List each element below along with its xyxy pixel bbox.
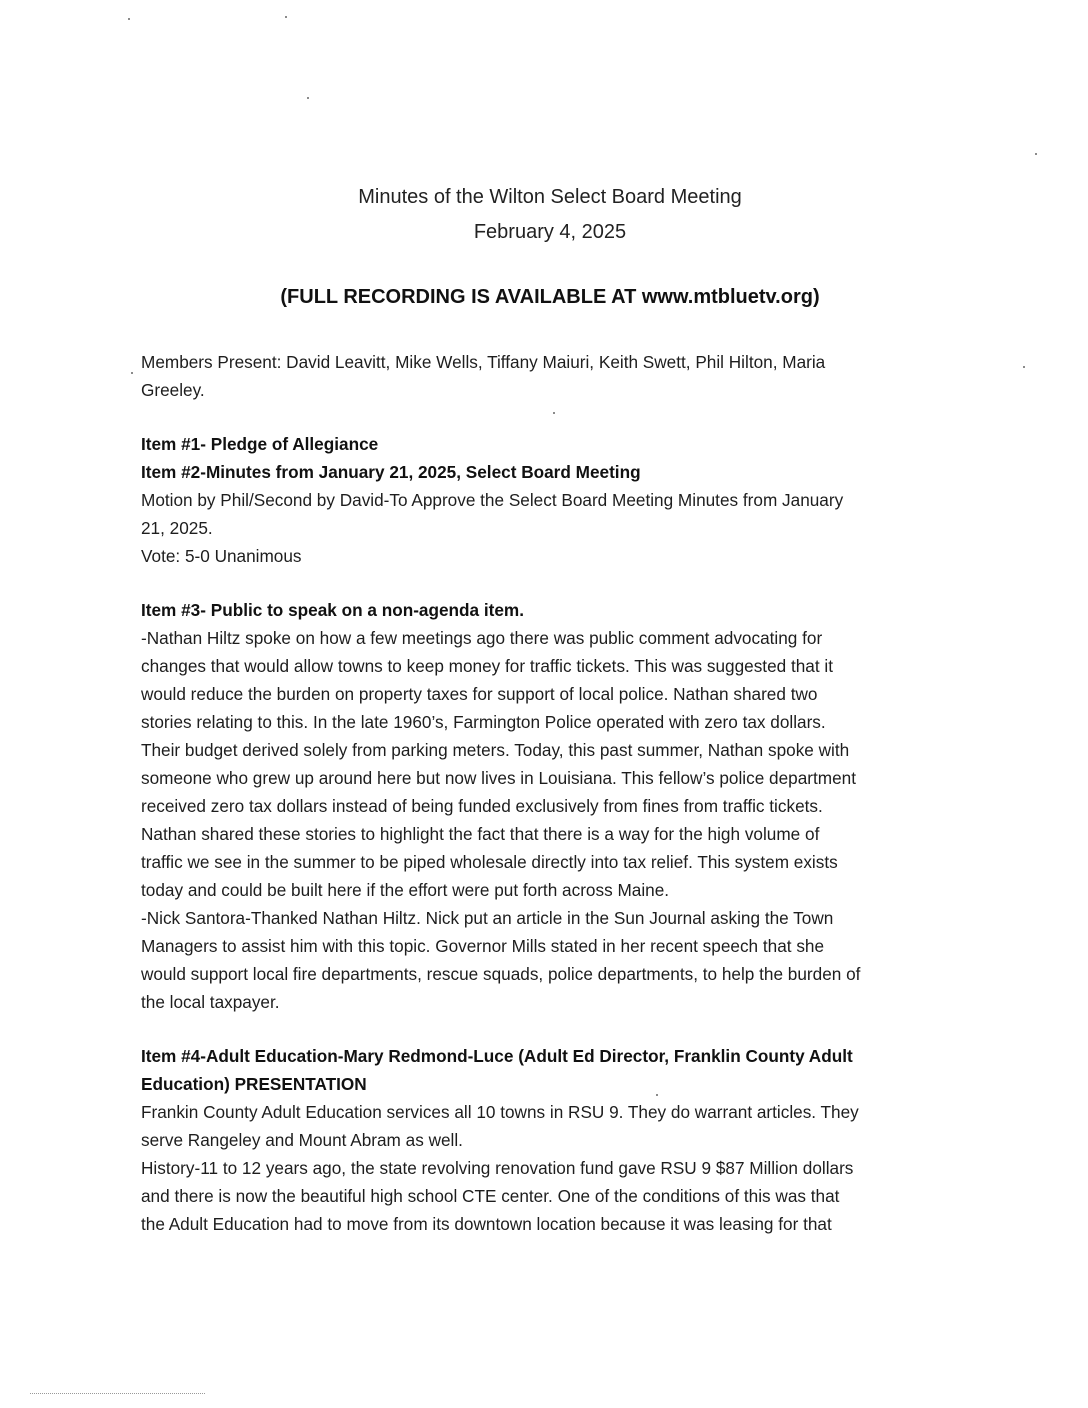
- members-present-line: Greeley.: [141, 380, 205, 400]
- minutes-line: Nathan shared these stories to highlight the fact that there is a way for the high volume of: [141, 824, 820, 844]
- minutes-line: 21, 2025.: [141, 518, 213, 538]
- minutes-line: today and could be built here if the effort were put forth across Maine.: [141, 880, 670, 900]
- scan-speck: [307, 97, 309, 99]
- minutes-line: Their budget derived solely from parking meters. Today, this past summer, Nathan spoke with: [141, 740, 850, 760]
- minutes-line: stories relating to this. In the late 1960’s, Farmington Police operated with zero tax dollars.: [141, 712, 826, 732]
- scan-speck: [656, 1094, 658, 1096]
- document-title: Minutes of the Wilton Select Board Meeting: [358, 186, 742, 208]
- scan-edge-marks: [30, 1393, 205, 1395]
- scan-speck: [131, 372, 133, 374]
- item-heading: Item #4-Adult Education-Mary Redmond-Luce (Adult Ed Director, Franklin County Adult: [141, 1046, 853, 1066]
- minutes-line: -Nathan Hiltz spoke on how a few meetings ago there was public comment advocating for: [141, 628, 823, 648]
- minutes-line: History-11 to 12 years ago, the state revolving renovation fund gave RSU 9 $87 Million dollars: [141, 1158, 854, 1178]
- scan-speck: [1035, 153, 1037, 155]
- minutes-line: -Nick Santora-Thanked Nathan Hiltz. Nick put an article in the Sun Journal asking the Town: [141, 908, 834, 928]
- item-heading: Item #1- Pledge of Allegiance: [141, 434, 379, 454]
- minutes-line: changes that would allow towns to keep money for traffic tickets. This was suggested that it: [141, 656, 833, 676]
- minutes-line: received zero tax dollars instead of being funded exclusively from fines from traffic tickets.: [141, 796, 823, 816]
- minutes-line: Frankin County Adult Education services all 10 towns in RSU 9. They do warrant articles. They: [141, 1102, 859, 1122]
- recording-notice: (FULL RECORDING IS AVAILABLE AT www.mtbluetv.org): [280, 286, 820, 308]
- vote-line: Vote: 5-0 Unanimous: [141, 546, 302, 566]
- minutes-line: someone who grew up around here but now lives in Louisiana. This fellow’s police department: [141, 768, 856, 788]
- item-heading: Education) PRESENTATION: [141, 1074, 367, 1094]
- minutes-line: traffic we see in the summer to be piped wholesale directly into tax relief. This system exists: [141, 852, 838, 872]
- item-heading: Item #3- Public to speak on a non-agenda item.: [141, 600, 524, 620]
- minutes-line: the Adult Education had to move from its downtown location because it was leasing for that: [141, 1214, 832, 1234]
- scan-speck: [553, 412, 555, 414]
- minutes-line: serve Rangeley and Mount Abram as well.: [141, 1130, 463, 1150]
- minutes-line: would reduce the burden on property taxes for support of local police. Nathan shared two: [141, 684, 818, 704]
- meeting-date: February 4, 2025: [473, 221, 627, 243]
- scan-speck: [128, 18, 130, 20]
- members-present-line: Members Present: David Leavitt, Mike Wells, Tiffany Maiuri, Keith Swett, Phil Hilton, Maria: [141, 352, 826, 372]
- minutes-line: Managers to assist him with this topic. Governor Mills stated in her recent speech that she: [141, 936, 825, 956]
- minutes-line: and there is now the beautiful high school CTE center. One of the conditions of this was that: [141, 1186, 840, 1206]
- minutes-line: Motion by Phil/Second by David-To Approve the Select Board Meeting Minutes from January: [141, 490, 844, 510]
- minutes-line: would support local fire departments, rescue squads, police departments, to help the burden of: [141, 964, 861, 984]
- minutes-body: [141, 348, 971, 1238]
- minutes-line: the local taxpayer.: [141, 992, 280, 1012]
- item-heading: Item #2-Minutes from January 21, 2025, Select Board Meeting: [141, 462, 641, 482]
- scan-speck: [1023, 366, 1025, 368]
- scan-speck: [285, 16, 287, 18]
